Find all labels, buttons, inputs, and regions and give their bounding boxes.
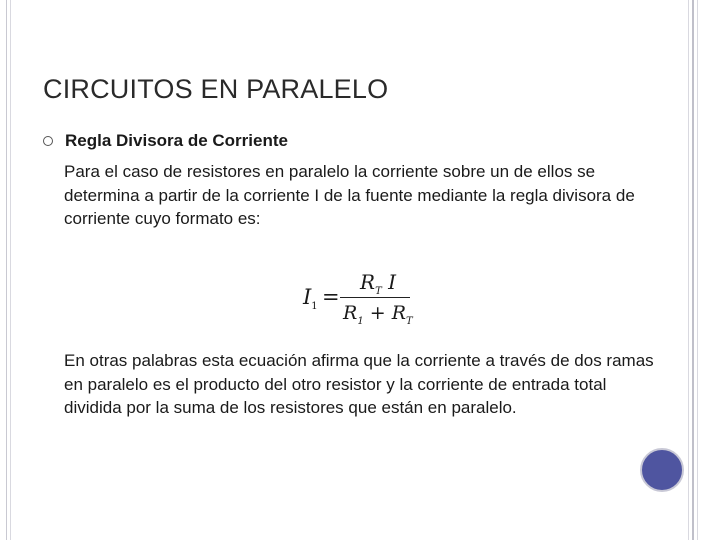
frame-line-right (692, 0, 694, 540)
formula-denominator: $R_1 + R_T$ (343, 302, 413, 327)
paragraph-intro: Para el caso de resistores en paralelo la corriente sobre un de ellos se determina a partir de la corriente I de la fuente mediante la regla divisora de corriente cuyo formato es: (64, 162, 635, 228)
frame-line-left-inner (10, 0, 11, 540)
slide-title: CIRCUITOS EN PARALELO (43, 74, 389, 104)
frame-line-right-inner (688, 0, 689, 540)
frame-line-right-outer (697, 0, 698, 540)
formula-fraction-bar (340, 297, 410, 298)
bullet-circle-icon (43, 136, 53, 146)
frame-line-left (6, 0, 7, 540)
bullet-heading: Regla Divisora de Corriente (65, 131, 288, 150)
current-divider-formula (300, 268, 430, 330)
formula-equals: = (322, 285, 340, 309)
slide-decoration-circle (640, 448, 684, 492)
bullet-item (43, 130, 663, 152)
paragraph-explanation: En otras palabras esta ecuación afirma que la corriente a través de dos ramas en paralelo es el producto del otro resistor y la corriente de entrada total dividida por la suma de los resistores que están en paralelo. (64, 351, 654, 417)
formula-numerator: $R_T$ I (360, 270, 396, 297)
formula-lhs: $I_1$ (303, 285, 318, 313)
